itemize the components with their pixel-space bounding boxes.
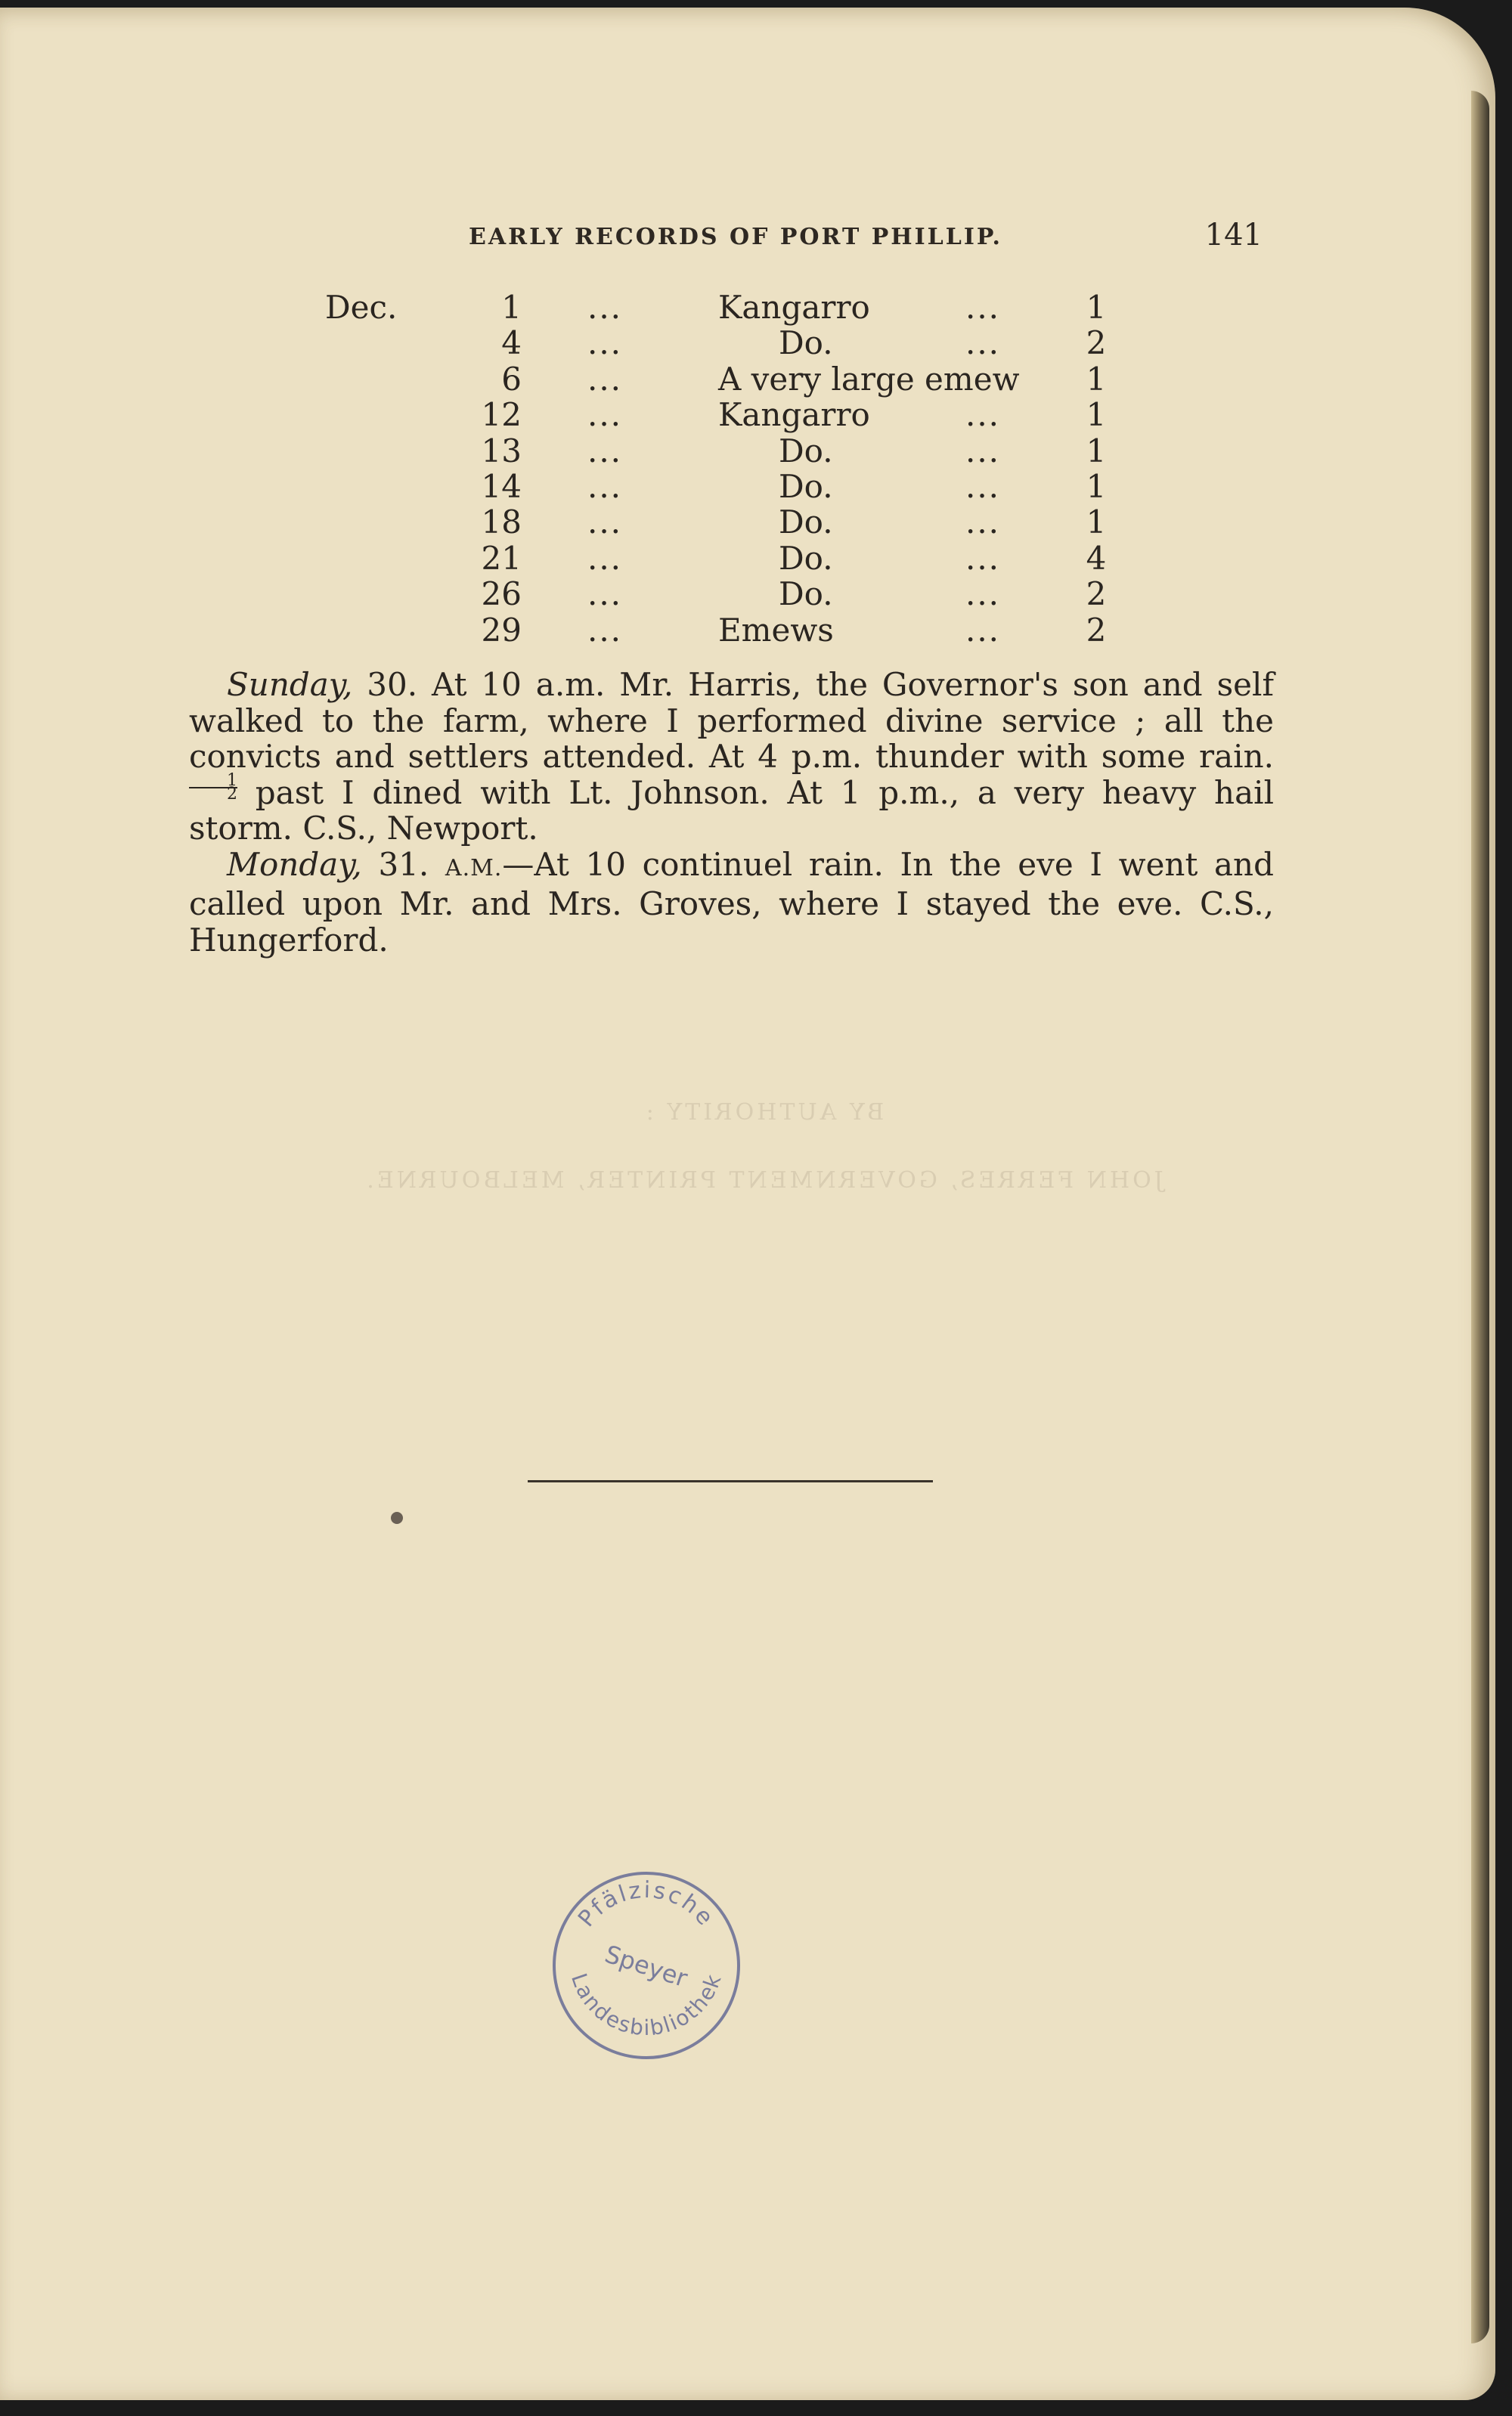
leader-dots: ... [965,432,1001,469]
day-cell: 1 [501,289,522,326]
entry-text: past I dined with Lt. Johnson. At 1 p.m., a very heavy hail storm. C.S., Newport. [189,773,1274,847]
entry-monday [189,847,1274,959]
month-label: Dec. [325,289,398,326]
item-cell: Kangarro [718,289,870,326]
day-cell: 6 [501,360,522,398]
leader-dots: ... [965,396,1001,434]
show-through-text: JOHN FERRES, GOVERNMENT PRINTER, MELBOURNE. [364,1167,1163,1194]
item-cell: Do. [779,575,833,613]
item-cell: Do. [779,467,833,505]
day-cell: 21 [481,539,522,577]
count-cell: 4 [1086,539,1107,577]
day-cell: 4 [501,324,522,362]
library-stamp [548,1867,745,2064]
running-title: EARLY RECORDS OF PORT PHILLIP. [469,224,1002,250]
entry-text: 30. At 10 a.m. Mr. Harris, the Governor's son and self walked to the farm, where I performed divine service ; all the convicts and settlers attended. At 4 p.m. thunder with some rain. [189,666,1274,775]
weekday-label: Monday, [227,845,362,883]
leader-dots: ... [587,467,623,505]
table-row [325,361,1142,397]
entry-sunday [189,667,1274,847]
diary-entries [189,667,1274,958]
table-row [325,469,1142,504]
day-cell: 12 [481,396,522,434]
leader-dots: ... [587,324,623,362]
count-cell: 1 [1086,289,1107,326]
leader-dots: ... [587,396,623,434]
table-row [325,612,1142,648]
leader-dots: ... [587,360,623,398]
leader-dots: ... [965,611,1001,649]
count-cell: 1 [1086,503,1107,541]
leader-dots: ... [965,575,1001,613]
leader-dots: ... [965,467,1001,505]
half-fraction [189,770,237,804]
leader-dots: ... [965,539,1001,577]
item-cell: Emews [718,611,834,649]
count-cell: 1 [1086,360,1107,398]
day-cell: 29 [481,611,522,649]
table-row [325,576,1142,612]
count-cell: 1 [1086,432,1107,469]
stamp-center-text: Speyer [601,1939,691,1993]
day-cell: 26 [481,575,522,613]
leader-dots: ... [587,432,623,469]
leader-dots: ... [965,324,1001,362]
item-cell: Do. [779,539,833,577]
leader-dots: ... [587,539,623,577]
count-cell: 2 [1086,611,1107,649]
leader-dots: ... [587,611,623,649]
day-cell: 13 [481,432,522,469]
book-page [0,8,1495,2400]
table-row [325,325,1142,361]
time-abbreviation: A.M. [445,854,503,881]
item-cell: Do. [779,324,833,362]
table-row [325,397,1142,432]
count-cell: 1 [1086,467,1107,505]
stamp-bottom-text: Landesbibliothek [565,1970,727,2041]
leader-dots: ... [587,503,623,541]
day-cell: 18 [481,503,522,541]
stamp-top-text: Pfälzische [573,1876,720,1932]
table-row [325,433,1142,469]
item-cell: Do. [779,503,833,541]
leader-dots: ... [587,575,623,613]
leader-dots: ... [587,289,623,326]
entry-text: —At 10 continuel rain. In the eve I went and called upon Mr. and Mrs. Groves, where I stayed the eve. C.S., Hungerford. [189,845,1274,959]
table-row [325,504,1142,540]
weekday-label: Sunday, [227,666,353,703]
section-rule [528,1480,933,1482]
game-tally-table [325,290,1142,648]
count-cell: 1 [1086,396,1107,434]
show-through-text: BY AUTHORITY : [643,1099,885,1126]
fraction-denominator: 2 [189,787,237,801]
table-row [325,290,1142,325]
page-edge [1471,91,1489,2343]
day-cell: 14 [481,467,522,505]
item-cell: Kangarro [718,396,870,434]
count-cell: 2 [1086,575,1107,613]
leader-dots: ... [965,289,1001,326]
ink-spot [391,1512,403,1524]
item-cell: A very large emew [718,360,1020,398]
entry-text: 31. [361,845,445,883]
item-cell: Do. [779,432,833,469]
table-row [325,541,1142,576]
page-number: 141 [1204,218,1263,252]
running-head [189,218,1263,254]
leader-dots: ... [965,503,1001,541]
count-cell: 2 [1086,324,1107,362]
fraction-numerator: 1 [227,770,237,790]
